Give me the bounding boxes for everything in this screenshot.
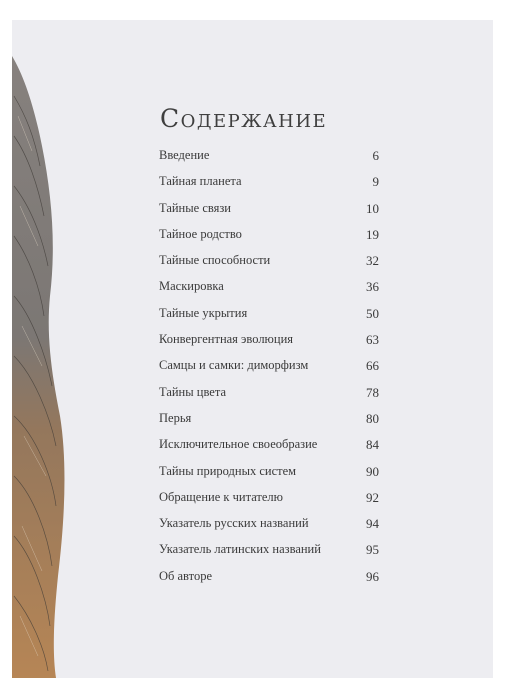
toc-entry-page: 84: [366, 437, 379, 453]
toc-entry-page: 6: [372, 148, 379, 163]
book-page: [12, 20, 493, 678]
toc-entry-label: Тайные способности: [159, 253, 271, 268]
toc-entry: [159, 174, 379, 200]
toc-entry: [159, 148, 379, 174]
toc-entry-page: 63: [366, 332, 379, 348]
toc-entry: [159, 306, 379, 332]
toc-entry-label: Исключительное своеобразие: [159, 437, 318, 452]
page-title: Содержание: [160, 104, 328, 133]
toc-entry-page: 90: [366, 463, 379, 479]
toc-entry: [159, 411, 379, 437]
toc-entry-label: Перья: [159, 410, 192, 425]
toc-entry-page: 96: [366, 568, 379, 584]
toc-entry-page: 32: [366, 253, 379, 269]
toc-entry-page: 19: [366, 226, 379, 242]
toc-entry: [159, 516, 379, 542]
toc-entry-page: 80: [366, 410, 379, 426]
toc-entry-label: Обращение к читателю: [159, 489, 284, 504]
toc-entry-label: Тайны цвета: [159, 384, 227, 399]
toc-entry-label: Тайные укрытия: [159, 305, 248, 320]
toc-entry-page: 10: [366, 200, 379, 216]
toc-entry-page: 66: [366, 358, 379, 374]
toc-entry-page: 78: [366, 384, 379, 400]
toc-entry: [159, 332, 379, 358]
toc-entry-label: Введение: [159, 148, 210, 162]
table-of-contents: [159, 148, 379, 595]
toc-entry-label: Тайное родство: [159, 226, 242, 241]
toc-entry-page: 95: [366, 542, 379, 558]
toc-entry: [159, 437, 379, 463]
toc-entry-label: Об авторе: [159, 568, 212, 583]
toc-entry: [159, 385, 379, 411]
toc-entry: [159, 358, 379, 384]
feather-illustration: [12, 56, 74, 678]
toc-entry-label: Тайны природных систем: [159, 463, 297, 478]
toc-entry: [159, 569, 379, 595]
toc-entry-page: 94: [366, 516, 379, 532]
toc-entry-label: Указатель русских названий: [159, 516, 309, 531]
toc-entry: [159, 253, 379, 279]
toc-entry: [159, 490, 379, 516]
toc-entry-label: Указатель латинских названий: [159, 542, 321, 557]
toc-entry: [159, 279, 379, 305]
toc-entry-label: Тайная планета: [159, 174, 242, 189]
toc-entry-label: Самцы и самки: диморфизм: [159, 358, 309, 373]
toc-entry-page: 92: [366, 489, 379, 505]
toc-entry: [159, 227, 379, 253]
toc-entry-label: Маскировка: [159, 279, 224, 294]
toc-entry-page: 9: [372, 174, 379, 190]
toc-entry-page: 36: [366, 279, 379, 295]
toc-entry: [159, 464, 379, 490]
toc-entry: [159, 542, 379, 568]
toc-entry-page: 50: [366, 305, 379, 321]
toc-entry: [159, 201, 379, 227]
toc-entry-label: Тайные связи: [159, 200, 231, 215]
toc-entry-label: Конвергентная эволюция: [159, 332, 294, 347]
